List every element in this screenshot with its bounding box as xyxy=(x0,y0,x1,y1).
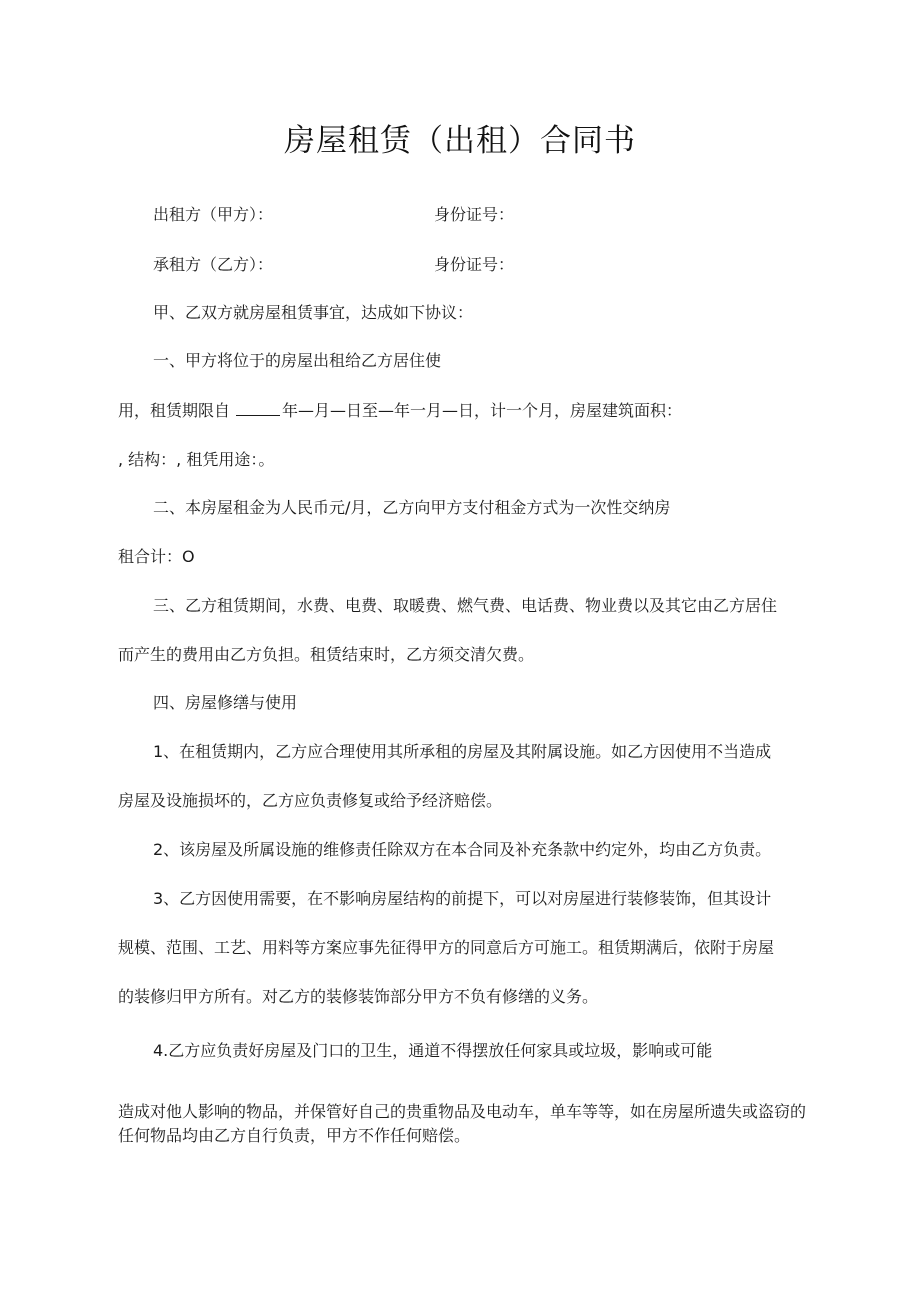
clause3-line2: 而产生的费用由乙方负担。租赁结束时，乙方须交清欠费。 xyxy=(118,645,535,664)
clause4-item3-line2: 规模、范围、工艺、用料等方案应事先征得甲方的同意后方可施工。租赁期满后，依附于房屋 xyxy=(118,938,775,957)
clause1-line2 xyxy=(118,400,682,422)
clause4-item3-line1: 3、乙方因使用需要，在不影响房屋结构的前提下，可以对房屋进行装修装饰，但其设计 xyxy=(153,889,772,908)
clause1-line2-prefix: 用，租赁期限自 xyxy=(118,401,231,420)
lessee-label: 承租方（乙方）： xyxy=(153,255,274,274)
clause4-item3-line3: 的装修归甲方所有。对乙方的装修装饰部分甲方不负有修缮的义务。 xyxy=(118,987,599,1006)
clause2-line2: 租合计：O xyxy=(118,547,195,566)
clause1-line1: 一、甲方将位于的房屋出租给乙方居住使 xyxy=(153,351,442,370)
clause4-item4-paragraph: 造成对他人影响的物品，并保管好自己的贵重物品及电动车，单车等等，如在房屋所遗失或盗窃的任何物品均由乙方自行负责，甲方不作任何赔偿。 xyxy=(118,1102,807,1145)
clause4-item1-line2: 房屋及设施损坏的，乙方应负责修复或给予经济赔偿。 xyxy=(118,791,503,810)
clause4-item4-line1: 4.乙方应负责好房屋及门口的卫生，通道不得摆放任何家具或垃圾，影响或可能 xyxy=(153,1041,713,1060)
lease-start-blank xyxy=(236,401,280,416)
clause1-line3: , 结构：, 租凭用途：。 xyxy=(118,450,275,469)
clause4-item1-line1: 1、在租赁期内，乙方应合理使用其所承租的房屋及其附属设施。如乙方因使用不当造成 xyxy=(153,742,772,761)
clause1-line2-suffix: 年—月—日至—年一月—日，计一个月，房屋建筑面积： xyxy=(282,401,683,420)
lessor-label: 出租方（甲方）： xyxy=(153,205,274,224)
intro-text: 甲、乙双方就房屋租赁事宜，达成如下协议： xyxy=(153,303,474,322)
clause4-item2: 2、该房屋及所属设施的维修责任除双方在本合同及补充条款中约定外，均由乙方负责。 xyxy=(153,840,772,859)
lessee-id-label: 身份证号： xyxy=(434,255,515,274)
document-title: 房屋租赁（出租）合同书 xyxy=(284,123,636,159)
lessor-id-label: 身份证号： xyxy=(434,205,515,224)
clause3-line1: 三、乙方租赁期间，水费、电费、取暖费、燃气费、电话费、物业费以及其它由乙方居住 xyxy=(153,596,778,615)
clause2-line1: 二、本房屋租金为人民币元/月，乙方向甲方支付租金方式为一次性交纳房 xyxy=(153,498,671,517)
clause4-heading: 四、房屋修缮与使用 xyxy=(153,693,298,712)
